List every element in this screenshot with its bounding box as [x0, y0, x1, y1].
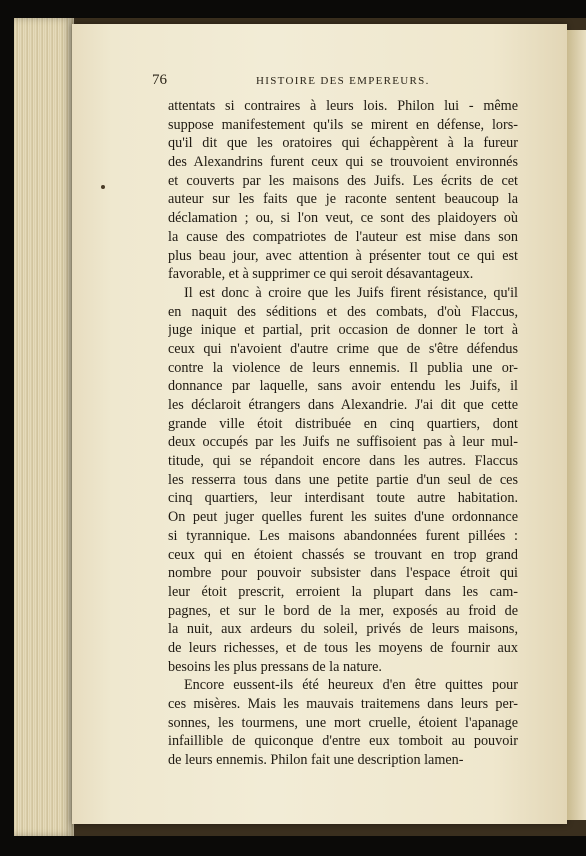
text-line: la nuit, aux ardeurs du soleil, privés de leurs maisons,: [168, 621, 518, 638]
page-edge-right: [567, 30, 586, 820]
text-line: On peut juger quelles furent les suites d'une ordonnance: [168, 509, 518, 526]
text-line: cinq quartiers, leur interdisant toute autre habitation.: [168, 490, 518, 507]
text-line: suppose manifestement qu'ils se mirent en défense, lors-: [168, 116, 518, 133]
text-line: besoins les plus pressans de la nature.: [168, 658, 382, 675]
text-line: pagnes, et sur le bord de la mer, exposés au froid de: [168, 602, 518, 619]
body-text: [168, 97, 518, 770]
text-line: si tyrannique. Les maisons abandonnées furent pillées :: [168, 527, 518, 544]
text-line: grande ville étoit distribuée en cinq quartiers, dont: [168, 415, 518, 432]
text-line: de leurs richesses, et de tous les moyens de fournir aux: [168, 639, 518, 656]
text-line: titude, qui se répandoit encore dans les autres. Flaccus: [168, 453, 518, 470]
page-number: 76: [152, 72, 167, 88]
text-line: qu'il dit que les oratoires qui échappèrent à la fureur: [168, 135, 518, 152]
text-line: plus beau jour, avec attention à présenter tout ce qui est: [168, 247, 518, 264]
text-line: sonnes, les tourmens, une mort cruelle, étoient l'apanage: [168, 714, 518, 731]
text-line: favorable, et à supprimer ce qui seroit désavantageux.: [168, 266, 474, 283]
text-line: donnance par laquelle, sans avoir entendu les Juifs, il: [168, 378, 518, 395]
text-line: attentats si contraires à leurs lois. Philon lui - même: [168, 98, 518, 114]
text-line: juge inique et partial, prit occasion de donner le tort à: [168, 322, 518, 339]
text-line: des Alexandrins furent ceux qui se trouvoient environnés: [168, 154, 518, 171]
text-line: ceux qui n'avoient d'autre crime que de s'être défendus: [168, 340, 518, 357]
text-line: infaillible de quiconque d'entre eux tomboit au pouvoir: [168, 733, 518, 750]
book-fore-edge: [14, 18, 74, 836]
text-line: nombre pour pouvoir subsister dans l'espace étroit qui: [168, 565, 518, 582]
running-title: HISTOIRE DES EMPEREURS.: [256, 75, 430, 87]
text-line: contre la violence de leurs ennemis. Il publia une or-: [168, 359, 518, 376]
page-header: [152, 72, 482, 92]
text-line: Il est donc à croire que les Juifs firent résistance, qu'il: [184, 284, 518, 301]
text-line: ceux qui en étoient chassés se trouvant en trop grand: [168, 546, 518, 563]
ink-speck: [101, 185, 105, 189]
text-line: deux occupés par les Juifs ne suffisoient pas à leur mul-: [168, 434, 518, 451]
text-line: Encore eussent-ils été heureux d'en être quittes pour: [184, 677, 518, 694]
text-line: déclamation ; ou, si l'on veut, ce sont des plaidoyers où: [168, 210, 518, 227]
text-line: ces misères. Mais les mauvais traitemens dans leurs per-: [168, 696, 518, 712]
text-line: auteur sur les faits que je raconte sentent beaucoup la: [168, 191, 518, 208]
text-line: la cause des compatriotes de l'auteur est mise dans son: [168, 228, 518, 245]
text-line: les resserra tous dans une petite partie d'un seul de ces: [168, 471, 518, 488]
text-line: les déclaroit étrangers dans Alexandrie. J'ai dit que cette: [168, 397, 518, 413]
text-line: en naquit des séditions et des combats, d'où Flaccus,: [168, 303, 518, 320]
text-line: de leurs ennemis. Philon fait une description lamen-: [168, 752, 464, 769]
text-line: et couverts par les maisons des Juifs. Les écrits de cet: [168, 172, 518, 189]
text-line: leur étoit prescrit, erroient la plupart dans les cam-: [168, 583, 518, 600]
